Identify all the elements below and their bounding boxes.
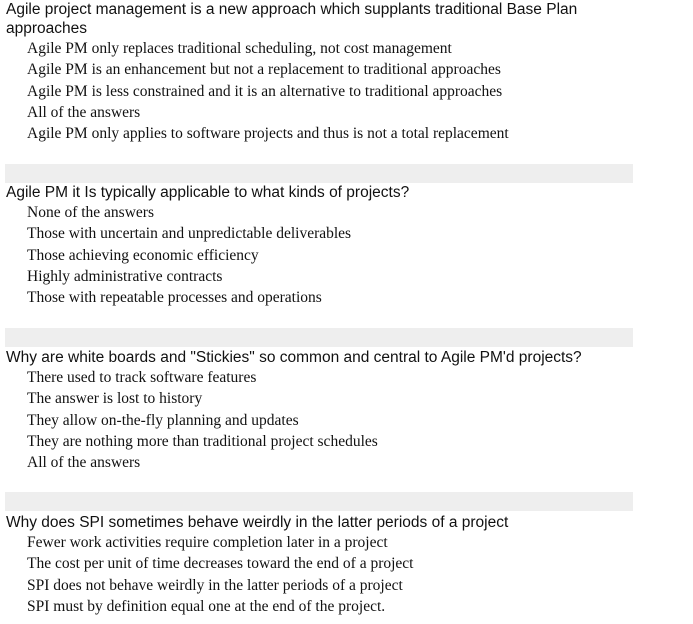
question-block-3 bbox=[0, 348, 634, 473]
answer-option[interactable]: Those achieving economic efficiency bbox=[27, 246, 259, 264]
answer-option[interactable]: Agile PM only applies to software projects and thus is not a total replacement bbox=[27, 125, 509, 143]
answer-option[interactable]: Those with uncertain and unpredictable deliverables bbox=[27, 225, 352, 243]
answer-option[interactable]: Highly administrative contracts bbox=[27, 267, 223, 285]
answer-option[interactable]: All of the answers bbox=[27, 454, 141, 472]
answer-option[interactable]: Fewer work activities require completion later in a project bbox=[27, 534, 388, 551]
answer-option[interactable]: Those with repeatable processes and operations bbox=[27, 289, 322, 307]
question-block-1 bbox=[0, 0, 634, 144]
answer-options bbox=[0, 367, 634, 473]
question-separator bbox=[5, 164, 633, 183]
question-separator bbox=[5, 328, 633, 347]
question-block-4 bbox=[0, 513, 634, 617]
question-text: Agile PM it Is typically applicable to what kinds of projects? bbox=[6, 184, 410, 201]
answer-options bbox=[0, 532, 634, 617]
answer-option[interactable]: There used to track software features bbox=[27, 369, 257, 386]
question-text: Why does SPI sometimes behave weirdly in the latter periods of a project bbox=[6, 514, 509, 531]
answer-option[interactable]: SPI must by definition equal one at the end of the project. bbox=[27, 597, 386, 615]
answer-options bbox=[0, 38, 634, 144]
question-separator bbox=[5, 492, 633, 511]
answer-option[interactable]: Agile PM is an enhancement but not a replacement to traditional approaches bbox=[27, 61, 501, 79]
answer-option[interactable]: They allow on-the-fly planning and updates bbox=[27, 411, 299, 429]
answer-options bbox=[0, 202, 634, 308]
answer-option[interactable]: Agile PM is less constrained and it is an alternative to traditional approaches bbox=[27, 82, 503, 100]
answer-option[interactable]: None of the answers bbox=[27, 204, 154, 221]
answer-option[interactable]: They are nothing more than traditional project schedules bbox=[27, 432, 378, 450]
answer-option[interactable]: Agile PM only replaces traditional scheduling, not cost management bbox=[27, 40, 452, 57]
question-block-2 bbox=[0, 183, 634, 308]
question-text: Why are white boards and "Stickies" so common and central to Agile PM'd projects? bbox=[6, 349, 582, 366]
answer-option[interactable]: All of the answers bbox=[27, 103, 141, 121]
answer-option[interactable]: SPI does not behave weirdly in the latter periods of a project bbox=[27, 576, 403, 594]
answer-option[interactable]: The answer is lost to history bbox=[27, 390, 203, 408]
answer-option[interactable]: The cost per unit of time decreases toward the end of a project bbox=[27, 555, 414, 573]
question-text: Agile project management is a new approach which supplants traditional Base Plan approaches bbox=[6, 1, 578, 37]
